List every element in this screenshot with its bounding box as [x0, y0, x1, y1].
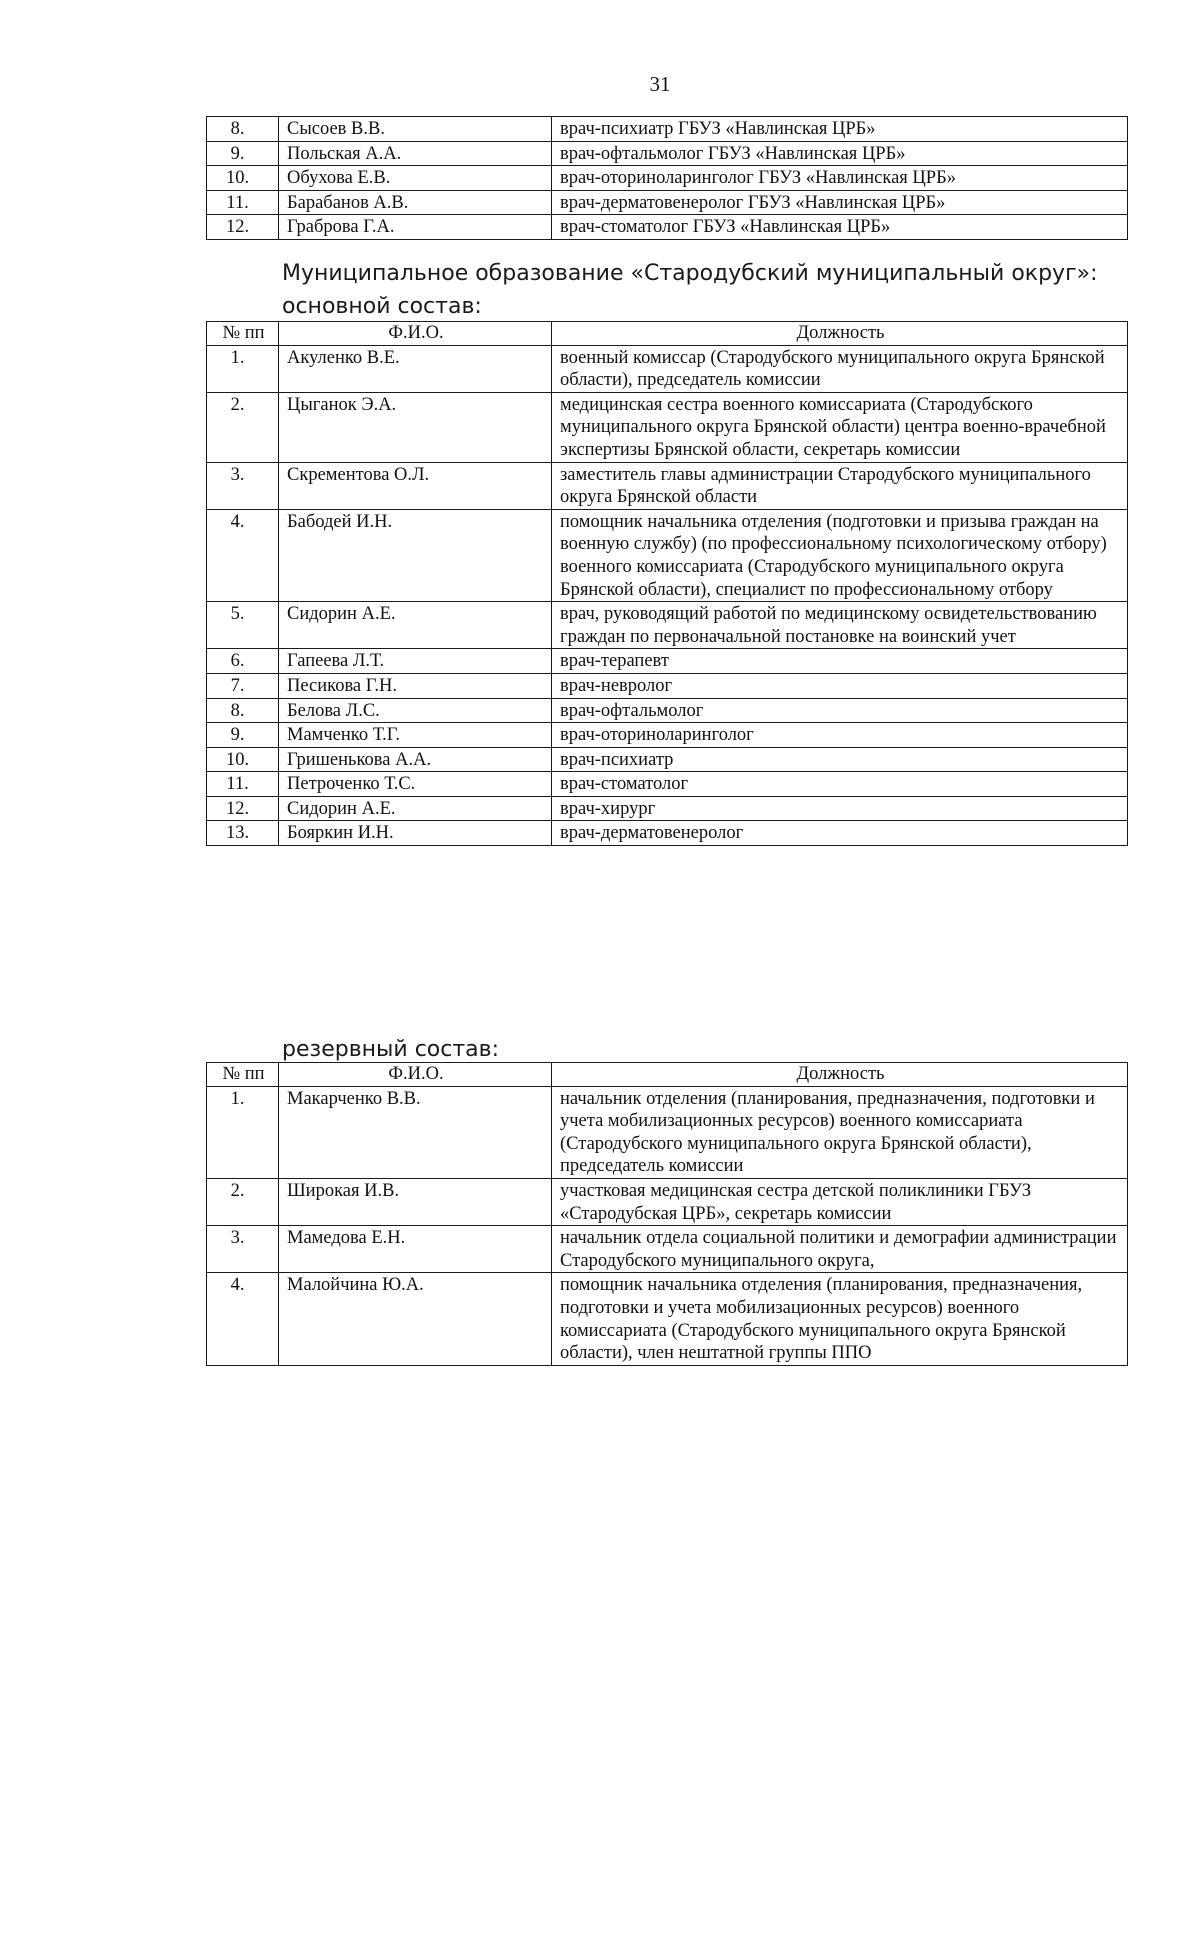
table-row — [207, 772, 1128, 797]
row-number: 9. — [207, 723, 279, 748]
row-number: 2. — [207, 392, 279, 462]
table-row — [207, 747, 1128, 772]
table-row — [207, 723, 1128, 748]
row-position: медицинская сестра военного комиссариата (Стародубского муниципального округа Брянской области) центра военно-врачебной экспертизы Брянской области, секретарь комиссии — [552, 392, 1128, 462]
table-row — [207, 821, 1128, 846]
row-number: 1. — [207, 345, 279, 392]
row-number: 10. — [207, 166, 279, 191]
continued-table-container — [206, 116, 1127, 240]
header-number: № пп — [207, 322, 279, 346]
row-position: военный комиссар (Стародубского муниципального округа Брянской области), председатель комиссии — [552, 345, 1128, 392]
row-position: врач-хирург — [552, 796, 1128, 821]
table-row — [207, 1086, 1128, 1178]
table-row — [207, 509, 1128, 601]
row-name: Гришенькова А.А. — [279, 747, 552, 772]
row-position: начальник отделения (планирования, предназначения, подготовки и учета мобилизационных ресурсов) военного комиссариата (Стародубского муниципального округа Брянской области), председатель комиссии — [552, 1086, 1128, 1178]
table-row — [207, 141, 1128, 166]
table-row — [207, 1273, 1128, 1365]
row-position: врач-стоматолог ГБУЗ «Навлинская ЦРБ» — [552, 215, 1128, 240]
main-composition-table — [206, 321, 1128, 846]
row-position: врач, руководящий работой по медицинскому освидетельствованию граждан по первоначальной постановке на воинский учет — [552, 602, 1128, 649]
row-number: 12. — [207, 215, 279, 240]
row-name: Песикова Г.Н. — [279, 673, 552, 698]
table-row — [207, 462, 1128, 509]
row-number: 2. — [207, 1178, 279, 1225]
row-name: Польская А.А. — [279, 141, 552, 166]
row-name: Сидорин А.Е. — [279, 602, 552, 649]
reserve-composition-table-container — [206, 1062, 1127, 1366]
main-composition-table-container — [206, 321, 1127, 846]
row-position: помощник начальника отделения (планирования, предназначения, подготовки и учета мобилизационных ресурсов) военного комиссариата (Стародубского муниципального округа Брянской области), член нештатной группы ППО — [552, 1273, 1128, 1365]
header-number: № пп — [207, 1063, 279, 1087]
row-name: Бабодей И.Н. — [279, 509, 552, 601]
row-number: 3. — [207, 462, 279, 509]
reserve-composition-heading: резервный состав: — [282, 1037, 500, 1062]
row-position: врач-оториноларинголог ГБУЗ «Навлинская ЦРБ» — [552, 166, 1128, 191]
row-name: Скрементова О.Л. — [279, 462, 552, 509]
row-name: Белова Л.С. — [279, 698, 552, 723]
row-number: 10. — [207, 747, 279, 772]
table-row — [207, 117, 1128, 142]
row-number: 9. — [207, 141, 279, 166]
row-position: врач-офтальмолог ГБУЗ «Навлинская ЦРБ» — [552, 141, 1128, 166]
row-position: помощник начальника отделения (подготовки и призыва граждан на военную службу) (по профессиональному психологическому отбору) военного комиссариата (Стародубского муниципального округа Брянской области), специалист по профессиональному отбору — [552, 509, 1128, 601]
row-name: Обухова Е.В. — [279, 166, 552, 191]
row-name: Акуленко В.Е. — [279, 345, 552, 392]
row-number: 12. — [207, 796, 279, 821]
row-number: 3. — [207, 1226, 279, 1273]
row-number: 11. — [207, 190, 279, 215]
reserve-composition-table — [206, 1062, 1128, 1366]
table-row — [207, 1178, 1128, 1225]
row-number: 8. — [207, 698, 279, 723]
row-position: врач-терапевт — [552, 649, 1128, 674]
table-row — [207, 190, 1128, 215]
row-name: Макарченко В.В. — [279, 1086, 552, 1178]
header-position: Должность — [552, 322, 1128, 346]
row-number: 4. — [207, 1273, 279, 1365]
row-position: врач-дерматовенеролог — [552, 821, 1128, 846]
row-position: врач-психиатр ГБУЗ «Навлинская ЦРБ» — [552, 117, 1128, 142]
row-name: Цыганок Э.А. — [279, 392, 552, 462]
row-name: Сидорин А.Е. — [279, 796, 552, 821]
row-name: Бояркин И.Н. — [279, 821, 552, 846]
row-name: Петроченко Т.С. — [279, 772, 552, 797]
row-number: 1. — [207, 1086, 279, 1178]
row-number: 13. — [207, 821, 279, 846]
table-row — [207, 215, 1128, 240]
row-position: врач-оториноларинголог — [552, 723, 1128, 748]
table-row — [207, 698, 1128, 723]
row-number: 7. — [207, 673, 279, 698]
row-position: врач-офтальмолог — [552, 698, 1128, 723]
row-position: врач-стоматолог — [552, 772, 1128, 797]
row-number: 6. — [207, 649, 279, 674]
row-name: Широкая И.В. — [279, 1178, 552, 1225]
table-row — [207, 673, 1128, 698]
table-row — [207, 345, 1128, 392]
row-name: Мамченко Т.Г. — [279, 723, 552, 748]
row-number: 4. — [207, 509, 279, 601]
table-row — [207, 166, 1128, 191]
row-name: Мамедова Е.Н. — [279, 1226, 552, 1273]
header-position: Должность — [552, 1063, 1128, 1087]
row-number: 11. — [207, 772, 279, 797]
row-number: 5. — [207, 602, 279, 649]
row-name: Гапеева Л.Т. — [279, 649, 552, 674]
municipality-heading: Муниципальное образование «Стародубский муниципальный округ»: — [282, 261, 1098, 286]
page-number: 31 — [649, 72, 671, 96]
row-name: Сысоев В.В. — [279, 117, 552, 142]
continued-table — [206, 116, 1128, 240]
main-composition-heading: основной состав: — [282, 294, 482, 319]
table-row — [207, 392, 1128, 462]
table-header-row — [207, 1063, 1128, 1087]
row-name: Граброва Г.А. — [279, 215, 552, 240]
row-name: Барабанов А.В. — [279, 190, 552, 215]
table-row — [207, 796, 1128, 821]
table-row — [207, 602, 1128, 649]
table-row — [207, 649, 1128, 674]
table-row — [207, 1226, 1128, 1273]
row-position: врач-дерматовенеролог ГБУЗ «Навлинская ЦРБ» — [552, 190, 1128, 215]
row-position: начальник отдела социальной политики и демографии администрации Стародубского муниципального округа, — [552, 1226, 1128, 1273]
row-position: врач-психиатр — [552, 747, 1128, 772]
row-number: 8. — [207, 117, 279, 142]
header-name: Ф.И.О. — [279, 1063, 552, 1087]
row-name: Малойчина Ю.А. — [279, 1273, 552, 1365]
row-position: участковая медицинская сестра детской поликлиники ГБУЗ «Стародубская ЦРБ», секретарь комиссии — [552, 1178, 1128, 1225]
table-header-row — [207, 322, 1128, 346]
row-position: заместитель главы администрации Стародубского муниципального округа Брянской области — [552, 462, 1128, 509]
row-position: врач-невролог — [552, 673, 1128, 698]
header-name: Ф.И.О. — [279, 322, 552, 346]
